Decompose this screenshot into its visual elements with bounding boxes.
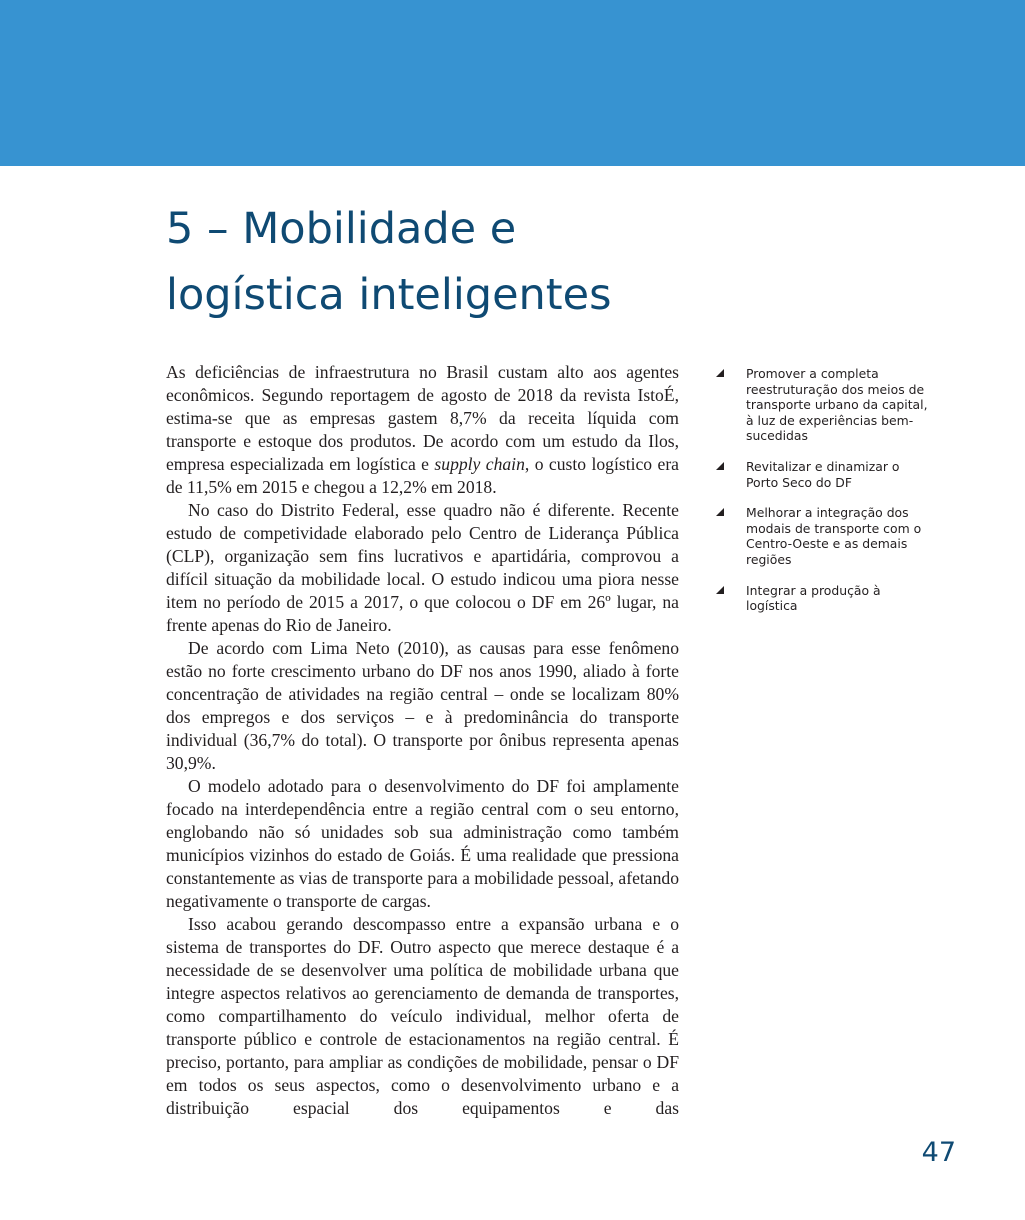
triangle-bullet-icon — [716, 369, 724, 377]
paragraph-1 — [166, 361, 679, 499]
sidebar-item-text: Integrar a produção à logística — [746, 582, 881, 614]
chapter-title-line-1: 5 – Mobilidade e — [166, 204, 517, 254]
chapter-title — [166, 196, 686, 328]
sidebar-item — [716, 505, 931, 567]
sidebar-item-text: Melhorar a integração dos modais de transporte com o Centro-Oeste e as demais regiões — [746, 505, 922, 567]
page-number: 47 — [921, 1137, 956, 1168]
paragraph-1-text-b: , o custo logístico era de 11,5% em 2015 e chegou a 12,2% em 2018. — [166, 454, 679, 497]
sidebar-goals-list — [716, 366, 931, 629]
header-color-band — [0, 0, 1025, 166]
triangle-bullet-icon — [716, 508, 724, 516]
sidebar-item-text: Promover a completa reestruturação dos meios de transporte urbano da capital, à luz de experiências bem-sucedidas — [746, 366, 928, 444]
sidebar-item-text: Revitalizar e dinamizar o Porto Seco do DF — [746, 458, 900, 490]
triangle-bullet-icon — [716, 586, 724, 594]
sidebar-item — [716, 583, 931, 614]
paragraph-4: O modelo adotado para o desenvolvimento do DF foi amplamente focado na interdependência entre a região central com o seu entorno, englobando não só unidades sob sua administração como também municípios vizinhos do estado de Goiás. É uma realidade que pressiona constantemente as vias de transporte para a mobilidade pessoal, afetando negativamente o transporte de cargas. — [166, 776, 679, 911]
triangle-bullet-icon — [716, 462, 724, 470]
sidebar-item — [716, 459, 931, 490]
paragraph-1-italic-term: supply chain — [434, 454, 525, 474]
body-text-column — [166, 361, 679, 1120]
sidebar-item — [716, 366, 931, 444]
chapter-title-line-2: logística inteligentes — [166, 270, 612, 320]
paragraph-5: Isso acabou gerando descompasso entre a expansão urbana e o sistema de transportes do DF. Outro aspecto que merece destaque é a necessidade de se desenvolver uma política de mobilidade urbana que integre aspectos relativos ao gerenciamento de demanda de transportes, como compartilhamento do veículo individual, melhor oferta de transporte público e controle de estacionamentos na região central. É preciso, portanto, para ampliar as condições de mobilidade, pensar o DF em todos os seus aspectos, como o desenvolvimento urbano e a distribuição espacial dos equipamentos e das — [166, 914, 679, 1118]
paragraph-3: De acordo com Lima Neto (2010), as causas para esse fenômeno estão no forte crescimento urbano do DF nos anos 1990, aliado à forte concentração de atividades na região central – onde se localizam 80% dos empregos e dos serviços – e à predominância do transporte individual (36,7% do total). O transporte por ônibus representa apenas 30,9%. — [166, 638, 679, 773]
paragraph-2: No caso do Distrito Federal, esse quadro não é diferente. Recente estudo de competividade elaborado pelo Centro de Liderança Pública (CLP), organização sem fins lucrativos e apartidária, comprovou a difícil situação da mobilidade local. O estudo indicou uma piora nesse item no período de 2015 a 2017, o que colocou o DF em 26º lugar, na frente apenas do Rio de Janeiro. — [166, 500, 679, 635]
paragraph-1-text-a: As deficiências de infraestrutura no Brasil custam alto aos agentes econômicos. Segundo reportagem de agosto de 2018 da revista IstoÉ, estima-se que as empresas gastem 8,7% da receita líquida com transporte e estoque dos produtos. De acordo com um estudo da Ilos, empresa especializada em logística e — [166, 362, 679, 474]
